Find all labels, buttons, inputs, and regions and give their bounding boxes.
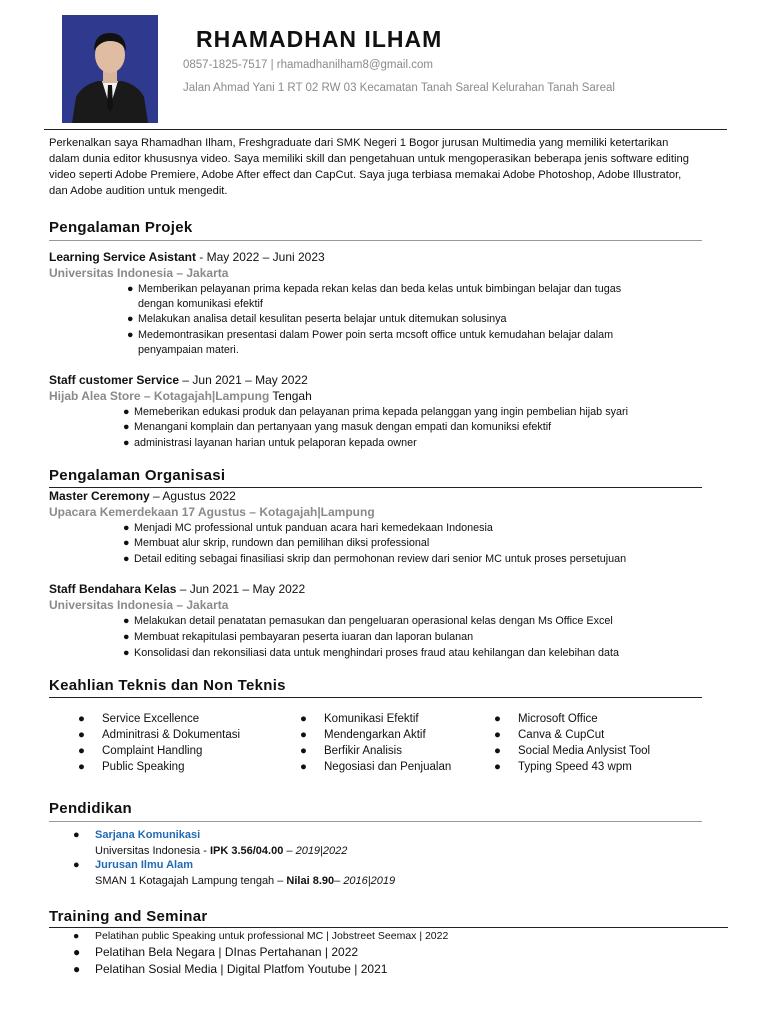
job-period: – Jun 2021 – May 2022: [176, 582, 306, 596]
bullet-dot-icon: ●: [78, 729, 85, 741]
skill-item: ● Berfikir Analisis: [300, 745, 402, 757]
skill-item: ● Adminitrasi & Dokumentasi: [78, 729, 241, 741]
bullet-dot-icon: ●: [300, 761, 307, 773]
list-item: ● Memberikan pelayanan prima kepada rekan kelas dan beda kelas untuk bimbingan belajar dan tugas: [127, 283, 622, 295]
bullet-dot-icon: ●: [123, 522, 130, 534]
bullet-dot-icon: ●: [123, 421, 130, 433]
list-item: ● Membuat alur skrip, rundown dan pemilihan diksi professional: [123, 537, 430, 549]
job-org: Upacara Kemerdekaan 17 Agustus – Kotagajah|Lampung: [49, 505, 375, 519]
bullet-dot-icon: ●: [78, 713, 85, 725]
bullet-dot-icon: ●: [123, 553, 130, 565]
job-title: Learning Service Asistant: [49, 250, 196, 264]
list-item: ● Menangani komplain dan pertanyaan yang masuk dengan empati dan komuniksi efektif: [123, 421, 552, 433]
skill-item: ● Service Excellence: [78, 713, 200, 725]
bullet-dot-icon: ●: [73, 859, 80, 871]
skill-item: ● Complaint Handling: [78, 745, 203, 757]
skill-item: ● Social Media Anlysist Tool: [494, 745, 651, 757]
list-item: ● Memeberikan edukasi produk dan pelayanan prima kepada pelanggan yang ingin pembelian hijab syari: [123, 406, 628, 418]
job-org: Universitas Indonesia – Jakarta: [49, 266, 229, 280]
bullet-dot-icon: ●: [78, 745, 85, 757]
list-item: ● Melakukan detail penatatan pemasukan dan pengeluaran operasional kelas dengan Ms Office Excel: [123, 615, 613, 627]
job-org: Universitas Indonesia – Jakarta: [49, 598, 229, 612]
section-divider: [49, 240, 702, 241]
section-heading-pendidikan: Pendidikan: [49, 800, 133, 817]
skill-item: ● Canva & CupCut: [494, 729, 605, 741]
bullet-dot-icon: ●: [127, 329, 134, 341]
bullet-dot-icon: ●: [300, 745, 307, 757]
bullet-dot-icon: ●: [300, 729, 307, 741]
list-item: ● Konsolidasi dan rekonsiliasi data untuk menghindari proses fraud atau kehilangan dan kelebihan data: [123, 647, 619, 659]
training-item: ● Pelatihan public Speaking untuk professional MC | Jobstreet Seemax | 2022: [73, 930, 449, 942]
job-title-line: [49, 582, 305, 596]
list-item: ● Membuat rekapitulasi pembayaran peserta iuaran dan laporan bulanan: [123, 631, 474, 643]
bullet-dot-icon: ●: [73, 945, 81, 959]
summary-text: Perkenalkan saya Rhamadhan Ilham, Freshgraduate dari SMK Negeri 1 Bogor jurusan Multimedia yang memiliki ketertarikan dalam dunia editor khususnya video. Saya memiliki skill dan pengetahuan untuk mengoperasikan beberapa jenis software editing video seperti Adobe Premiere, Adobe After effect dan CapCut. Saya juga terbiasa memakai Adobe Photoshop, Adobe Illustrator, dan Adobe audition untuk mengedit.: [49, 137, 689, 197]
bullet-dot-icon: ●: [494, 745, 501, 757]
job-title-line: [49, 373, 308, 387]
section-heading-training: Training and Seminar: [49, 908, 208, 925]
bullet-dot-icon: ●: [494, 729, 501, 741]
education-degree: ● Jurusan Ilmu Alam: [73, 859, 194, 871]
bullet-dot-icon: ●: [78, 761, 85, 773]
header-divider: [44, 129, 727, 130]
job-org-extra: Tengah: [269, 389, 312, 403]
education-degree: ● Sarjana Komunikasi: [73, 829, 201, 841]
job-org: Hijab Alea Store – Kotagajah|Lampung: [49, 389, 270, 403]
job-period: – Jun 2021 – May 2022: [179, 373, 308, 387]
list-item: ● Menjadi MC professional untuk panduan acara hari kemedekaan Indonesia: [123, 522, 493, 534]
bullet-dot-icon: ●: [73, 962, 81, 976]
skill-item: ● Public Speaking: [78, 761, 185, 773]
address: Jalan Ahmad Yani 1 RT 02 RW 03 Kecamatan Tanah Sareal Kelurahan Tanah Sareal: [183, 82, 615, 94]
training-item: ● Pelatihan Sosial Media | Digital Platfom Youtube | 2021: [73, 962, 388, 976]
list-item: ● administrasi layanan harian untuk pelaporan kepada owner: [123, 437, 417, 449]
skill-item: ● Mendengarkan Aktif: [300, 729, 426, 741]
bullet-dot-icon: ●: [123, 437, 130, 449]
section-heading-projek: Pengalaman Projek: [49, 219, 193, 236]
section-divider: [49, 487, 702, 488]
job-period: - May 2022 – Juni 2023: [195, 250, 325, 264]
section-divider: [49, 697, 702, 698]
section-divider: [49, 927, 728, 928]
bullet-dot-icon: ●: [127, 283, 134, 295]
list-item-continued: penyampaian materi.: [138, 344, 239, 356]
education-detail: SMAN 1 Kotagajah Lampung tengah – Nilai 8.90– 2016|2019: [95, 875, 396, 887]
list-item: ● Detail editing sebagai finasiliasi skrip dan permohonan review dari senior MC untuk proses persetujuan: [123, 553, 627, 565]
job-period: – Agustus 2022: [149, 489, 236, 503]
bullet-dot-icon: ●: [73, 930, 80, 942]
bullet-dot-icon: ●: [300, 713, 307, 725]
job-org-line: [49, 389, 312, 403]
skill-item: ● Typing Speed 43 wpm: [494, 761, 632, 773]
section-divider: [49, 821, 702, 822]
job-title: Master Ceremony: [49, 489, 150, 503]
section-heading-keahlian: Keahlian Teknis dan Non Teknis: [49, 677, 286, 694]
bullet-dot-icon: ●: [123, 631, 130, 643]
bullet-dot-icon: ●: [494, 713, 501, 725]
skill-item: ● Negosiasi dan Penjualan: [300, 761, 452, 773]
list-item-continued: dengan komunikasi efektif: [138, 298, 263, 310]
education-detail: Universitas Indonesia - IPK 3.56/04.00 – 2019|2022: [95, 845, 348, 857]
bullet-dot-icon: ●: [123, 537, 130, 549]
bullet-dot-icon: ●: [127, 313, 134, 325]
bullet-dot-icon: ●: [494, 761, 501, 773]
bullet-dot-icon: ●: [123, 647, 130, 659]
contact-info: 0857-1825-7517 | rhamadhanilham8@gmail.com: [183, 59, 433, 71]
skill-item: ● Komunikasi Efektif: [300, 713, 419, 725]
bullet-dot-icon: ●: [123, 615, 130, 627]
list-item: ● Melakukan analisa detail kesulitan peserta belajar untuk ditemukan solusinya: [127, 313, 507, 325]
section-heading-organisasi: Pengalaman Organisasi: [49, 467, 226, 484]
job-title-line: [49, 250, 325, 264]
job-title: Staff customer Service: [49, 373, 180, 387]
list-item: ● Medemontrasikan presentasi dalam Power poin serta mcsoft office untuk kemudahan belajar dalam: [127, 329, 614, 341]
profile-photo: [62, 15, 158, 123]
training-item: ● Pelatihan Bela Negara | DInas Pertahanan | 2022: [73, 945, 359, 959]
job-title: Staff Bendahara Kelas: [49, 582, 177, 596]
job-title-line: [49, 489, 236, 503]
candidate-name: RHAMADHAN ILHAM: [196, 26, 443, 52]
bullet-dot-icon: ●: [123, 406, 130, 418]
skill-item: ● Microsoft Office: [494, 713, 598, 725]
bullet-dot-icon: ●: [73, 829, 80, 841]
